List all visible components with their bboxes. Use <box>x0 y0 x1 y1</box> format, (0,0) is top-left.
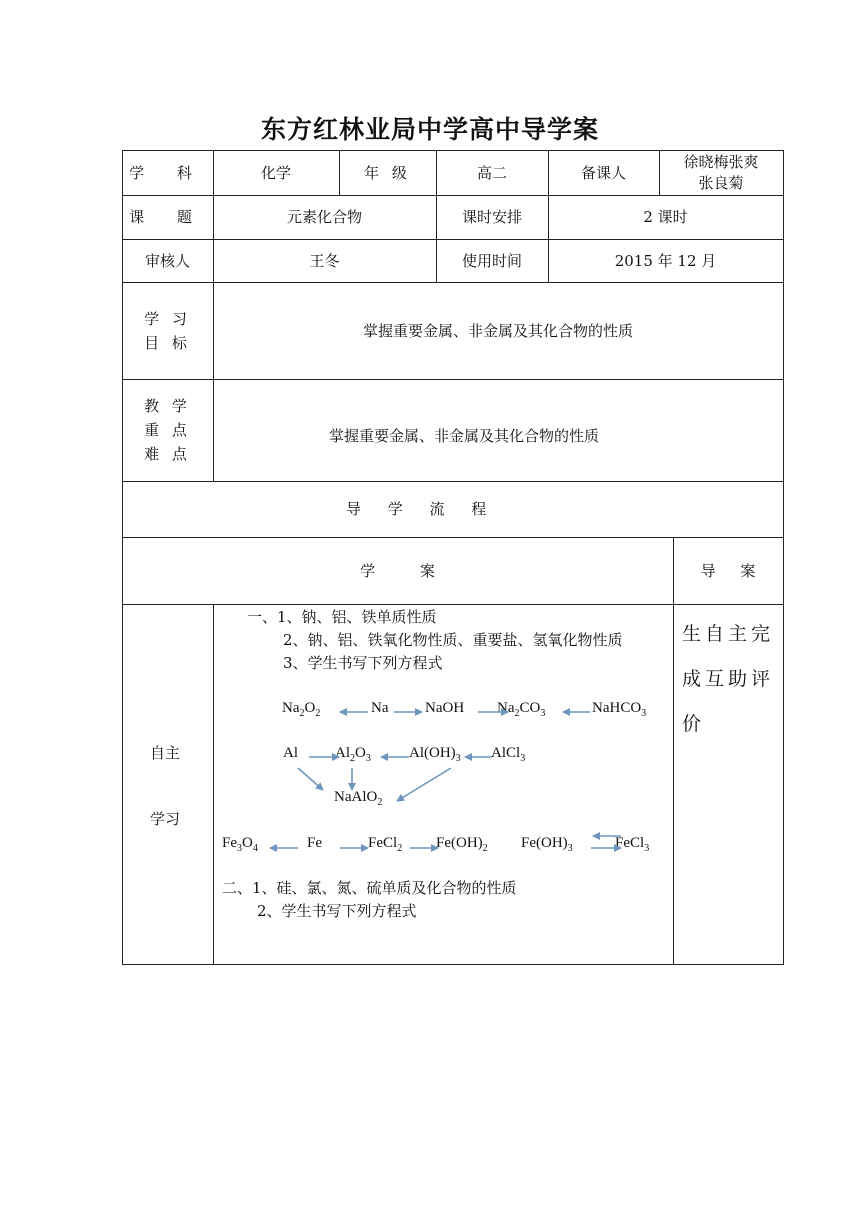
key-points-text: 掌握重要金属、非金属及其化合物的性质 <box>328 427 599 445</box>
formula-subscript: 2 <box>482 843 488 854</box>
key-points-label-line: 难 点 <box>144 445 191 463</box>
guide-text: 生自主完成互助评价 <box>682 623 775 735</box>
formula-part: NaAlO <box>334 789 378 805</box>
formula-part: FeCl <box>615 835 645 851</box>
self-study-label-line: 学习 <box>150 810 181 828</box>
formula-subscript: 2 <box>397 843 403 854</box>
study-line: 3、学生书写下列方程式 <box>283 654 443 672</box>
formula-al: Al <box>283 745 298 761</box>
guide-heading-label: 导 案 <box>700 561 756 580</box>
formula-subscript: 2 <box>377 797 383 808</box>
formula-subscript: 2 <box>315 708 321 719</box>
formula-subscript: 3 <box>455 753 461 764</box>
schedule-label: 课时安排 <box>461 208 522 226</box>
reviewer-label: 审核人 <box>144 251 190 270</box>
time-label: 使用时间 <box>461 251 522 270</box>
topic-value: 元素化合物 <box>286 208 362 226</box>
formula-subscript: 3 <box>540 708 546 719</box>
key-points-label-line: 重 点 <box>144 421 191 439</box>
formula-part: AlCl <box>491 745 521 761</box>
formula-fe: Fe <box>307 835 322 851</box>
goals-label-line: 目 标 <box>144 333 191 352</box>
formula-part: CO <box>519 700 541 716</box>
study-line: 二、1、硅、氯、氮、硫单质及化合物的性质 <box>222 879 517 897</box>
schedule-value: 2 课时 <box>643 208 688 226</box>
formula-part: Fe(OH) <box>521 835 568 851</box>
flow-heading-label: 导 学 流 程 <box>346 500 487 518</box>
grade-value: 高二 <box>476 163 507 182</box>
preparer-name-line: 徐晓梅张爽 <box>683 152 759 171</box>
topic-label: 课 题 <box>129 208 206 226</box>
formula-subscript: 3 <box>365 753 371 764</box>
grade-label: 年 级 <box>364 163 411 182</box>
formula-subscript: 3 <box>520 753 526 764</box>
reviewer-value: 王冬 <box>309 251 340 270</box>
formula-part: Na <box>282 700 300 716</box>
key-points-label-line: 教 学 <box>144 397 191 415</box>
formula-subscript: 3 <box>644 843 650 854</box>
self-study-label-line: 自主 <box>150 744 181 762</box>
formula-subscript: 3 <box>641 708 647 719</box>
formula-subscript: 3 <box>237 843 242 854</box>
formula-part: Fe(OH) <box>436 835 483 851</box>
formula-part: Al <box>335 745 350 761</box>
page-title: 东方红林业局中学高中导学案 <box>260 115 599 144</box>
arrow-al-to-naalo2 <box>298 768 323 790</box>
study-line: 2、钠、铝、铁氧化物性质、重要盐、氢氧化物性质 <box>283 631 623 649</box>
plan-heading-label: 学 案 <box>360 561 435 580</box>
formula-part: O <box>355 745 366 761</box>
preparer-label: 备课人 <box>580 163 626 182</box>
formula-part: Fe <box>222 835 237 851</box>
formula-part: Na <box>497 700 515 716</box>
formula-na: Na <box>371 700 389 716</box>
formula-subscript: 3 <box>567 843 573 854</box>
formula-subscript: 2 <box>514 708 520 719</box>
formula-part: O <box>242 835 253 851</box>
formula-part: NaHCO <box>592 700 642 716</box>
goals-label-line: 学 习 <box>144 309 191 328</box>
subject-value: 化学 <box>260 163 291 182</box>
formula-part: Al(OH) <box>409 745 456 761</box>
formula-subscript: 4 <box>252 843 258 854</box>
formula-part: O <box>304 700 316 716</box>
subject-label: 学 科 <box>129 163 206 182</box>
study-line: 2、学生书写下列方程式 <box>257 902 417 920</box>
study-line: 一、1、钠、铝、铁单质性质 <box>247 608 437 626</box>
formula-subscript: 2 <box>299 708 305 719</box>
formula-part: FeCl <box>368 835 398 851</box>
formula-naoh: NaOH <box>425 700 465 716</box>
preparer-name-line: 张良菊 <box>698 173 744 192</box>
arrow-aloh3-to-naalo2 <box>397 768 451 801</box>
goals-text: 掌握重要金属、非金属及其化合物的性质 <box>362 321 633 340</box>
formula-subscript: 2 <box>350 753 355 764</box>
time-value: 2015 年 12 月 <box>614 251 717 270</box>
